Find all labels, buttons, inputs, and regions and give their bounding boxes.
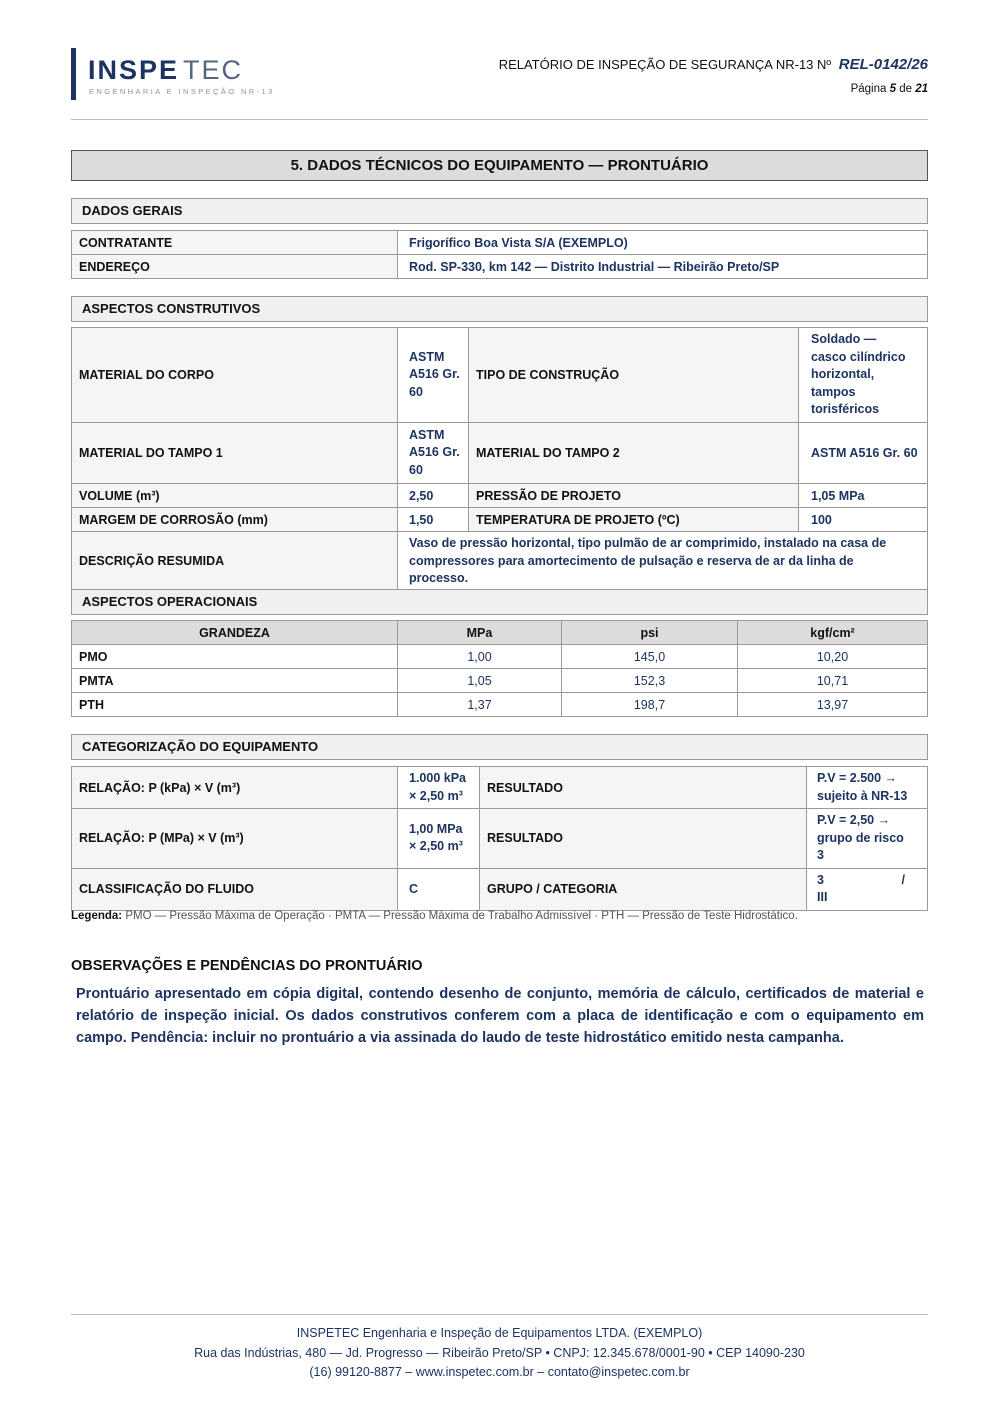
material-corpo-label: MATERIAL DO CORPO xyxy=(72,328,398,423)
volume-label: VOLUME (m³) xyxy=(72,484,398,508)
table-row xyxy=(72,423,928,484)
fluido-label: CLASSIFICAÇÃO DO FLUIDO xyxy=(72,868,398,910)
margem-corrosao-value: 1,50 xyxy=(398,508,469,532)
grupo-value: 3 xyxy=(817,872,824,887)
table-row xyxy=(72,645,928,669)
footer-company: INSPETEC Engenharia e Inspeção de Equipamentos LTDA. (EXEMPLO) xyxy=(296,1326,703,1340)
table-row xyxy=(72,508,928,532)
grupo-separator: / xyxy=(901,872,905,887)
tipo-construcao-label: TIPO DE CONSTRUÇÃO xyxy=(469,328,799,423)
table-row xyxy=(72,231,928,255)
row-name-pmta: PMTA xyxy=(72,669,398,693)
observacoes-title: OBSERVAÇÕES E PENDÊNCIAS DO PRONTUÁRIO xyxy=(71,958,423,974)
page-total: 21 xyxy=(915,83,928,95)
group-title-construtivos: ASPECTOS CONSTRUTIVOS xyxy=(71,296,928,322)
table-header-row xyxy=(72,621,928,645)
legend-text: PMO — Pressão Máxima de Operação · PMTA — Pressão Máxima de Trabalho Admissível · PTH — Pressão de Teste Hidrostático. xyxy=(125,910,798,922)
tampo2-label: MATERIAL DO TAMPO 2 xyxy=(469,423,799,484)
page-counter xyxy=(851,83,928,95)
table-row xyxy=(72,693,928,717)
table-row xyxy=(72,767,928,809)
header-divider xyxy=(71,119,928,120)
section-title: 5. DADOS TÉCNICOS DO EQUIPAMENTO — PRONTUÁRIO xyxy=(71,150,928,181)
tipo-construcao-value: Soldado — casco cilíndrico horizontal, tampos torisféricos xyxy=(799,328,928,423)
margem-corrosao-label: MARGEM DE CORROSÃO (mm) xyxy=(72,508,398,532)
column-header-kgf: kgf/cm² xyxy=(738,621,928,645)
column-header-mpa: MPa xyxy=(398,621,562,645)
operacionais-table xyxy=(71,620,928,717)
dados-gerais-table xyxy=(71,230,928,279)
pmta-mpa: 1,05 xyxy=(398,669,562,693)
tampo2-value: ASTM A516 Gr. 60 xyxy=(799,423,928,484)
endereco-value: Rod. SP-330, km 142 — Distrito Industrial — Ribeirão Preto/SP xyxy=(398,255,928,279)
descricao-value: Vaso de pressão horizontal, tipo pulmão de ar comprimido, instalado na casa de compressores para amortecimento de pulsação e reserva de ar da linha de processo. xyxy=(398,532,928,592)
contratante-value: Frigorífico Boa Vista S/A (EXEMPLO) xyxy=(398,231,928,255)
table-row xyxy=(72,328,928,423)
table-row xyxy=(72,868,928,910)
group-title-categorizacao: CATEGORIZAÇÃO DO EQUIPAMENTO xyxy=(71,734,928,760)
row-name-pth: PTH xyxy=(72,693,398,717)
volume-value: 2,50 xyxy=(398,484,469,508)
grupo-categoria-value xyxy=(807,868,928,910)
relacao-kpa-value: 1.000 kPa × 2,50 m³ xyxy=(398,767,480,809)
footer-address: Rua das Indústrias, 480 — Jd. Progresso — Ribeirão Preto/SP • CNPJ: 12.345.678/0001-90 • CEP 14090-230 xyxy=(194,1345,805,1360)
tampo1-value: ASTM A516 Gr. 60 xyxy=(398,423,469,484)
logo-bold-text: INSPE xyxy=(88,55,180,85)
material-corpo-value: ASTM A516 Gr. 60 xyxy=(398,328,469,423)
grupo-categoria-label: GRUPO / CATEGORIA xyxy=(480,868,807,910)
relacao-mpa-value: 1,00 MPa × 2,50 m³ xyxy=(398,809,480,869)
descricao-label: DESCRIÇÃO RESUMIDA xyxy=(72,532,398,592)
report-number: REL-0142/26 xyxy=(838,56,928,73)
tampo1-label: MATERIAL DO TAMPO 1 xyxy=(72,423,398,484)
pth-psi: 198,7 xyxy=(562,693,738,717)
column-header-psi: psi xyxy=(562,621,738,645)
group-title-operacionais: ASPECTOS OPERACIONAIS xyxy=(71,589,928,615)
pmo-mpa: 1,00 xyxy=(398,645,562,669)
report-label: RELATÓRIO DE INSPEÇÃO DE SEGURANÇA NR-13 Nº xyxy=(498,57,832,72)
pmta-psi: 152,3 xyxy=(562,669,738,693)
company-logo xyxy=(88,55,243,86)
resultado-1-value: P.V = 2.500 → sujeito à NR-13 xyxy=(807,767,928,809)
table-row xyxy=(72,255,928,279)
relacao-mpa-label: RELAÇÃO: P (MPa) × V (m³) xyxy=(72,809,398,869)
column-header-grandeza: GRANDEZA xyxy=(72,621,398,645)
page-current: 5 xyxy=(889,83,896,95)
footer-contact: (16) 99120-8877 – www.inspetec.com.br – contato@inspetec.com.br xyxy=(309,1365,690,1379)
row-name-pmo: PMO xyxy=(72,645,398,669)
footer xyxy=(71,1324,928,1383)
table-row xyxy=(72,809,928,869)
pth-mpa: 1,37 xyxy=(398,693,562,717)
fluido-value: C xyxy=(398,868,480,910)
logo-light-text: TEC xyxy=(183,55,244,85)
pmta-kgf: 10,71 xyxy=(738,669,928,693)
footer-divider xyxy=(71,1314,928,1315)
logo-accent-bar xyxy=(71,48,76,100)
temperatura-projeto-value: 100 xyxy=(799,508,928,532)
pmo-kgf: 10,20 xyxy=(738,645,928,669)
resultado-1-label: RESULTADO xyxy=(480,767,807,809)
page-prefix: Página xyxy=(850,83,887,95)
legend-label: Legenda: xyxy=(71,910,123,922)
legend xyxy=(71,910,798,922)
page-of: de xyxy=(899,83,912,95)
resultado-2-label: RESULTADO xyxy=(480,809,807,869)
construtivos-table xyxy=(71,327,928,592)
table-row xyxy=(72,532,928,592)
pressao-projeto-label: PRESSÃO DE PROJETO xyxy=(469,484,799,508)
categorizacao-table xyxy=(71,766,928,911)
temperatura-projeto-label: TEMPERATURA DE PROJETO (ºC) xyxy=(469,508,799,532)
contratante-label: CONTRATANTE xyxy=(72,231,398,255)
resultado-2-value: P.V = 2,50 → grupo de risco 3 xyxy=(807,809,928,869)
categoria-value: III xyxy=(817,890,828,904)
endereco-label: ENDEREÇO xyxy=(72,255,398,279)
group-title-dados-gerais: DADOS GERAIS xyxy=(71,198,928,224)
logo-subtitle: ENGENHARIA E INSPEÇÃO NR-13 xyxy=(89,87,275,96)
table-row xyxy=(72,669,928,693)
table-row xyxy=(72,484,928,508)
pth-kgf: 13,97 xyxy=(738,693,928,717)
relacao-kpa-label: RELAÇÃO: P (kPa) × V (m³) xyxy=(72,767,398,809)
observacoes-text: Prontuário apresentado em cópia digital, contendo desenho de conjunto, memória de cálculo, certificados de material e relatório de inspeção inicial. Os dados construtivos conferem com a placa de identificação e com o equipamento em campo. Pendência: incluir no prontuário a via assinada do laudo de teste hidrostático emitido nesta campanha. xyxy=(76,986,924,1046)
pressao-projeto-value: 1,05 MPa xyxy=(799,484,928,508)
pmo-psi: 145,0 xyxy=(562,645,738,669)
report-identifier xyxy=(499,56,928,73)
